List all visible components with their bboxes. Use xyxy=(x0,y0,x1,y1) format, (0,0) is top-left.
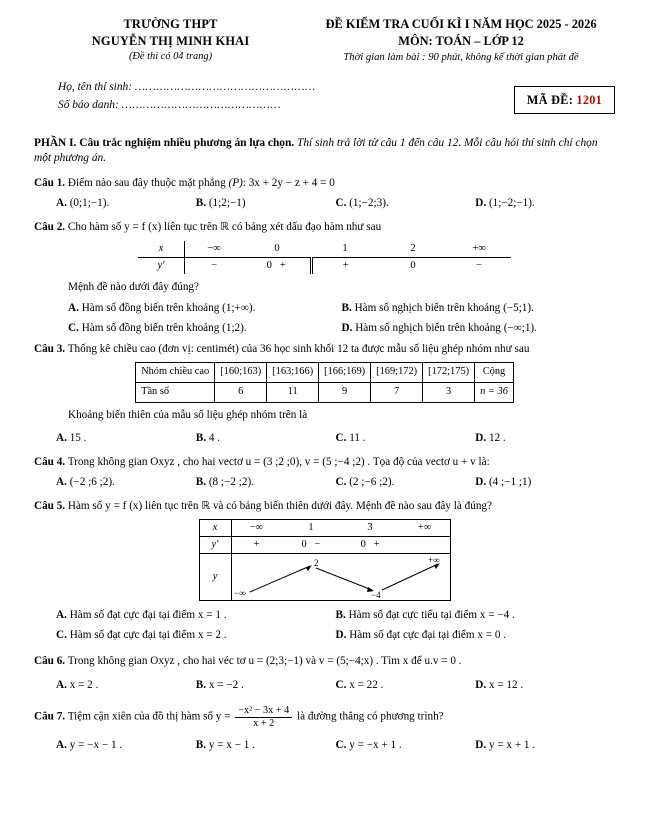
fraction-numerator: −x² − 3x + 4 xyxy=(235,705,292,717)
answer-option[interactable] xyxy=(196,678,336,693)
answer-letter: B. xyxy=(341,301,352,314)
answer-value: (0;1;−1). xyxy=(69,196,110,209)
table-row xyxy=(199,519,450,536)
answer-value: (2 ;−6 ;2). xyxy=(349,476,395,489)
candidate-id-block xyxy=(34,80,615,126)
answer-option[interactable] xyxy=(196,738,336,753)
cell: 0 + xyxy=(340,536,399,553)
school-name-line2: NGUYỄN THỊ MINH KHAI xyxy=(91,33,250,48)
answer-value: 11 . xyxy=(349,432,366,445)
question-5-answers-row2 xyxy=(34,628,615,643)
answer-value: 4 . xyxy=(208,432,220,445)
question-5-text: Hàm số y = f (x) liên tục trên ℝ và có bảng biến thiên dưới đây. Mệnh đề nào sau đây là đúng? xyxy=(67,500,492,513)
question-3 xyxy=(34,342,615,446)
answer-letter: C. xyxy=(335,678,347,691)
answer-letter: A. xyxy=(56,476,67,489)
answer-letter: B. xyxy=(195,678,207,691)
cell: [172;175) xyxy=(423,362,475,382)
question-3-prompt: Khoảng biến thiên của mẫu số liệu ghép nhóm trên là xyxy=(68,409,308,421)
cell: 0 − xyxy=(281,536,340,553)
candidate-name-label: Họ, tên thí sinh: xyxy=(58,80,133,93)
question-6-answers xyxy=(34,678,615,693)
answer-letter: A. xyxy=(56,738,67,751)
answer-value: (−2 ;6 ;2). xyxy=(69,476,115,489)
cell: 1 xyxy=(281,519,340,536)
question-5-answers-row1 xyxy=(34,608,615,623)
sign-table-row-label: y′ xyxy=(138,258,185,275)
question-2-prompt: Mệnh đề nào dưới đây đúng? xyxy=(68,281,199,294)
answer-letter: A. xyxy=(56,608,67,621)
cell: + xyxy=(311,258,379,275)
answer-value: (8 ;−2 ;2). xyxy=(208,476,254,489)
answer-value: x = 12 . xyxy=(488,678,524,691)
answer-option[interactable] xyxy=(56,431,196,446)
question-4-text: Trong không gian Oxyz , cho hai vectơ u = (3 ;2 ;0), v = (5 ;−4 ;2) . Tọa độ của vectơ u + v là: xyxy=(67,456,490,469)
exam-duration: Thời gian làm bài : 90 phút, không kể thời gian phát đề xyxy=(343,52,579,64)
answer-letter: C. xyxy=(68,321,79,334)
answer-option[interactable] xyxy=(336,628,616,643)
cell: Cộng xyxy=(475,362,514,382)
cell: 11 xyxy=(267,382,319,402)
cell xyxy=(400,536,450,553)
cell: 0 xyxy=(243,241,311,258)
question-4-label: Câu 4. xyxy=(34,456,66,469)
answer-option[interactable] xyxy=(342,301,616,316)
table-row xyxy=(199,536,450,553)
question-4-answers xyxy=(34,475,615,490)
question-1-plane: (P) xyxy=(228,176,243,189)
table-row xyxy=(136,382,514,402)
answer-letter: A. xyxy=(56,196,67,209)
answer-value: x = −2 . xyxy=(208,678,244,691)
variation-row-label: y xyxy=(199,553,231,600)
answer-option[interactable] xyxy=(336,738,476,753)
answer-letter: B. xyxy=(195,738,207,751)
answer-option[interactable] xyxy=(56,196,196,211)
candidate-number-label: Số báo danh: xyxy=(58,99,119,112)
part-1-note: Thí sinh trả lời từ câu 1 đến câu 12. Mỗi câu hỏi thí sinh chỉ chọn một phương án. xyxy=(34,136,598,165)
cell: 1 xyxy=(311,241,379,258)
table-row xyxy=(136,362,514,382)
question-3-label: Câu 3. xyxy=(34,342,66,355)
answer-letter: A. xyxy=(56,678,67,691)
exam-code-label: MÃ ĐỀ: xyxy=(526,92,574,107)
question-3-text: Thống kê chiều cao (đơn vị: centimét) của 36 học sinh khối 12 ta được mẫu số liệu ghép nhóm như sau xyxy=(67,342,530,355)
question-2-answers-row2 xyxy=(34,321,615,336)
answer-value: (4 ;−1 ;1) xyxy=(488,476,532,489)
answer-letter: D. xyxy=(475,432,487,445)
part-1-heading xyxy=(34,136,615,167)
question-1-answers xyxy=(34,196,615,211)
answer-letter: C. xyxy=(335,738,347,751)
question-7-text-b: là đường thẳng có phương trình? xyxy=(296,710,444,723)
exam-code-box xyxy=(514,86,615,114)
cell: [163;166) xyxy=(267,362,319,382)
question-4 xyxy=(34,455,615,490)
answer-option[interactable] xyxy=(56,738,196,753)
answer-value: Hàm số nghịch biến trên khoảng (−5;1). xyxy=(354,301,534,314)
variation-row-label: x xyxy=(199,519,231,536)
answer-letter: B. xyxy=(195,476,207,489)
cell: −∞ xyxy=(185,241,244,258)
question-1 xyxy=(34,176,615,211)
stats-row-label: Nhóm chiều cao xyxy=(136,362,215,382)
exam-subject: MÔN: TOÁN – LỚP 12 xyxy=(398,33,524,48)
answer-option[interactable] xyxy=(336,475,476,490)
school-block xyxy=(34,14,307,65)
question-7-text-a: Tiệm cận xiên của đồ thị hàm số y = xyxy=(67,710,231,723)
question-2-answers-row1 xyxy=(34,301,615,316)
exam-title-block xyxy=(307,14,615,66)
question-5-label: Câu 5. xyxy=(34,500,66,513)
answer-option[interactable] xyxy=(56,678,196,693)
answer-option[interactable] xyxy=(336,608,616,623)
question-2-text: Cho hàm số y = f (x) liên tục trên ℝ có bảng xét dấu đạo hàm như sau xyxy=(67,220,382,233)
question-2-label: Câu 2. xyxy=(34,220,66,233)
cell: − xyxy=(476,260,482,272)
answer-value: 12 . xyxy=(488,432,506,445)
svg-text:−∞: −∞ xyxy=(233,587,245,598)
document-header xyxy=(34,14,615,66)
answer-value: 15 . xyxy=(69,432,87,445)
cell: 0 + xyxy=(266,260,286,272)
answer-value: Hàm số đạt cực đại tại điểm x = 2 . xyxy=(69,628,227,641)
answer-letter: A. xyxy=(56,432,67,445)
answer-value: y = x − 1 . xyxy=(208,738,255,751)
cell: 6 xyxy=(215,382,267,402)
answer-value: Hàm số đạt cực đại tại điểm x = 0 . xyxy=(349,628,507,641)
question-1-label: Câu 1. xyxy=(34,176,66,189)
question-2 xyxy=(34,220,615,336)
answer-option[interactable] xyxy=(196,196,336,211)
answer-value: (1;−2;3). xyxy=(349,196,389,209)
answer-value: y = −x − 1 . xyxy=(69,738,123,751)
answer-option[interactable] xyxy=(342,321,616,336)
cell: 9 xyxy=(319,382,371,402)
question-7-fraction xyxy=(235,705,292,729)
answer-option[interactable] xyxy=(56,628,336,643)
page-count-note: (Đề thi có 04 trang) xyxy=(128,51,213,63)
answer-value: (1;2;−1) xyxy=(208,196,246,209)
answer-value: x = 22 . xyxy=(349,678,384,691)
cell: 2 xyxy=(379,241,447,258)
question-3-answers xyxy=(34,431,615,446)
cell: n = 36 xyxy=(475,382,514,402)
answer-value: y = x + 1 . xyxy=(488,738,536,751)
question-1-text2: : 3x + 2y − z + 4 = 0 xyxy=(242,176,335,189)
cell: 0 xyxy=(410,260,416,272)
answer-letter: B. xyxy=(195,432,207,445)
cell: + xyxy=(231,536,281,553)
answer-option[interactable] xyxy=(336,678,476,693)
question-6 xyxy=(34,654,615,693)
answer-letter: C. xyxy=(335,196,347,209)
svg-text:+∞: +∞ xyxy=(427,554,439,565)
answer-option[interactable] xyxy=(68,321,342,336)
answer-letter: C. xyxy=(335,432,347,445)
answer-value: (1;−2;−1). xyxy=(488,196,535,209)
answer-option[interactable] xyxy=(475,475,615,490)
candidate-name-field[interactable]: …………………………………………… xyxy=(134,80,316,93)
answer-value: Hàm số đạt cực tiểu tại điểm x = −4 . xyxy=(348,608,515,621)
question-5 xyxy=(34,499,615,642)
question-7-label: Câu 7. xyxy=(34,710,66,723)
school-name-line1: TRƯỜNG THPT xyxy=(123,17,218,31)
answer-letter: D. xyxy=(475,738,487,751)
svg-text:2: 2 xyxy=(313,557,318,568)
answer-letter: D. xyxy=(341,321,353,334)
exam-code-value: 1201 xyxy=(576,92,602,107)
variation-graph xyxy=(231,553,450,600)
answer-letter: C. xyxy=(335,476,347,489)
answer-letter: D. xyxy=(475,476,487,489)
answer-value: Hàm số đạt cực đại tại điểm x = 1 . xyxy=(69,608,227,621)
variation-row-label: y′ xyxy=(199,536,231,553)
stats-table-q3 xyxy=(135,362,514,403)
answer-letter: A. xyxy=(68,301,79,314)
answer-option[interactable] xyxy=(56,608,336,623)
candidate-number-field[interactable]: ……………………………………… xyxy=(121,99,282,112)
question-7 xyxy=(34,705,615,753)
sign-table-row-label: x xyxy=(138,241,185,258)
answer-value: Hàm số đồng biến trên khoảng (1;+∞). xyxy=(81,301,256,314)
svg-text:−4: −4 xyxy=(370,589,381,600)
cell: 7 xyxy=(371,382,423,402)
answer-option[interactable] xyxy=(475,196,615,211)
answer-letter: D. xyxy=(335,628,347,641)
answer-option[interactable] xyxy=(475,678,615,693)
cell: [169;172) xyxy=(371,362,423,382)
answer-option[interactable] xyxy=(336,431,476,446)
answer-value: x = 2 . xyxy=(69,678,99,691)
question-6-label: Câu 6. xyxy=(34,654,66,667)
cell: +∞ xyxy=(447,241,511,258)
cell: 3 xyxy=(340,519,399,536)
exam-title: ĐỀ KIỂM TRA CUỐI KÌ I NĂM HỌC 2025 - 2026 xyxy=(325,17,597,31)
answer-option[interactable] xyxy=(196,431,336,446)
table-row xyxy=(199,553,450,600)
cell: [166;169) xyxy=(319,362,371,382)
answer-letter: B. xyxy=(195,196,207,209)
answer-value: Hàm số nghịch biến trên khoảng (−∞;1). xyxy=(355,321,537,334)
answer-value: Hàm số đồng biến trên khoảng (1;2). xyxy=(81,321,247,334)
answer-option[interactable] xyxy=(336,196,476,211)
variation-table-q5 xyxy=(199,519,451,601)
sign-table-q2 xyxy=(138,241,511,275)
part-1-title: PHẦN I. Câu trắc nghiệm nhiều phương án lựa chọn. xyxy=(34,136,295,149)
stats-row-label: Tần số xyxy=(136,382,215,402)
answer-letter: D. xyxy=(475,678,487,691)
answer-option[interactable] xyxy=(56,475,196,490)
cell: − xyxy=(211,260,217,272)
answer-option[interactable] xyxy=(475,738,615,753)
cell: −∞ xyxy=(231,519,281,536)
answer-letter: B. xyxy=(335,608,346,621)
answer-letter: D. xyxy=(475,196,487,209)
question-6-text: Trong không gian Oxyz , cho hai véc tơ u = (2;3;−1) và v = (5;−4;x) . Tìm x để u.v = 0 . xyxy=(67,654,462,667)
cell: [160;163) xyxy=(215,362,267,382)
question-1-text: Điểm nào sau đây thuộc mặt phẳng xyxy=(67,176,226,189)
answer-option[interactable] xyxy=(68,301,342,316)
fraction-denominator: x + 2 xyxy=(253,717,275,729)
question-7-answers xyxy=(34,738,615,753)
cell: +∞ xyxy=(400,519,450,536)
cell: 3 xyxy=(423,382,475,402)
answer-value: y = −x + 1 . xyxy=(349,738,402,751)
answer-option[interactable] xyxy=(475,431,615,446)
answer-option[interactable] xyxy=(196,475,336,490)
answer-letter: C. xyxy=(56,628,67,641)
